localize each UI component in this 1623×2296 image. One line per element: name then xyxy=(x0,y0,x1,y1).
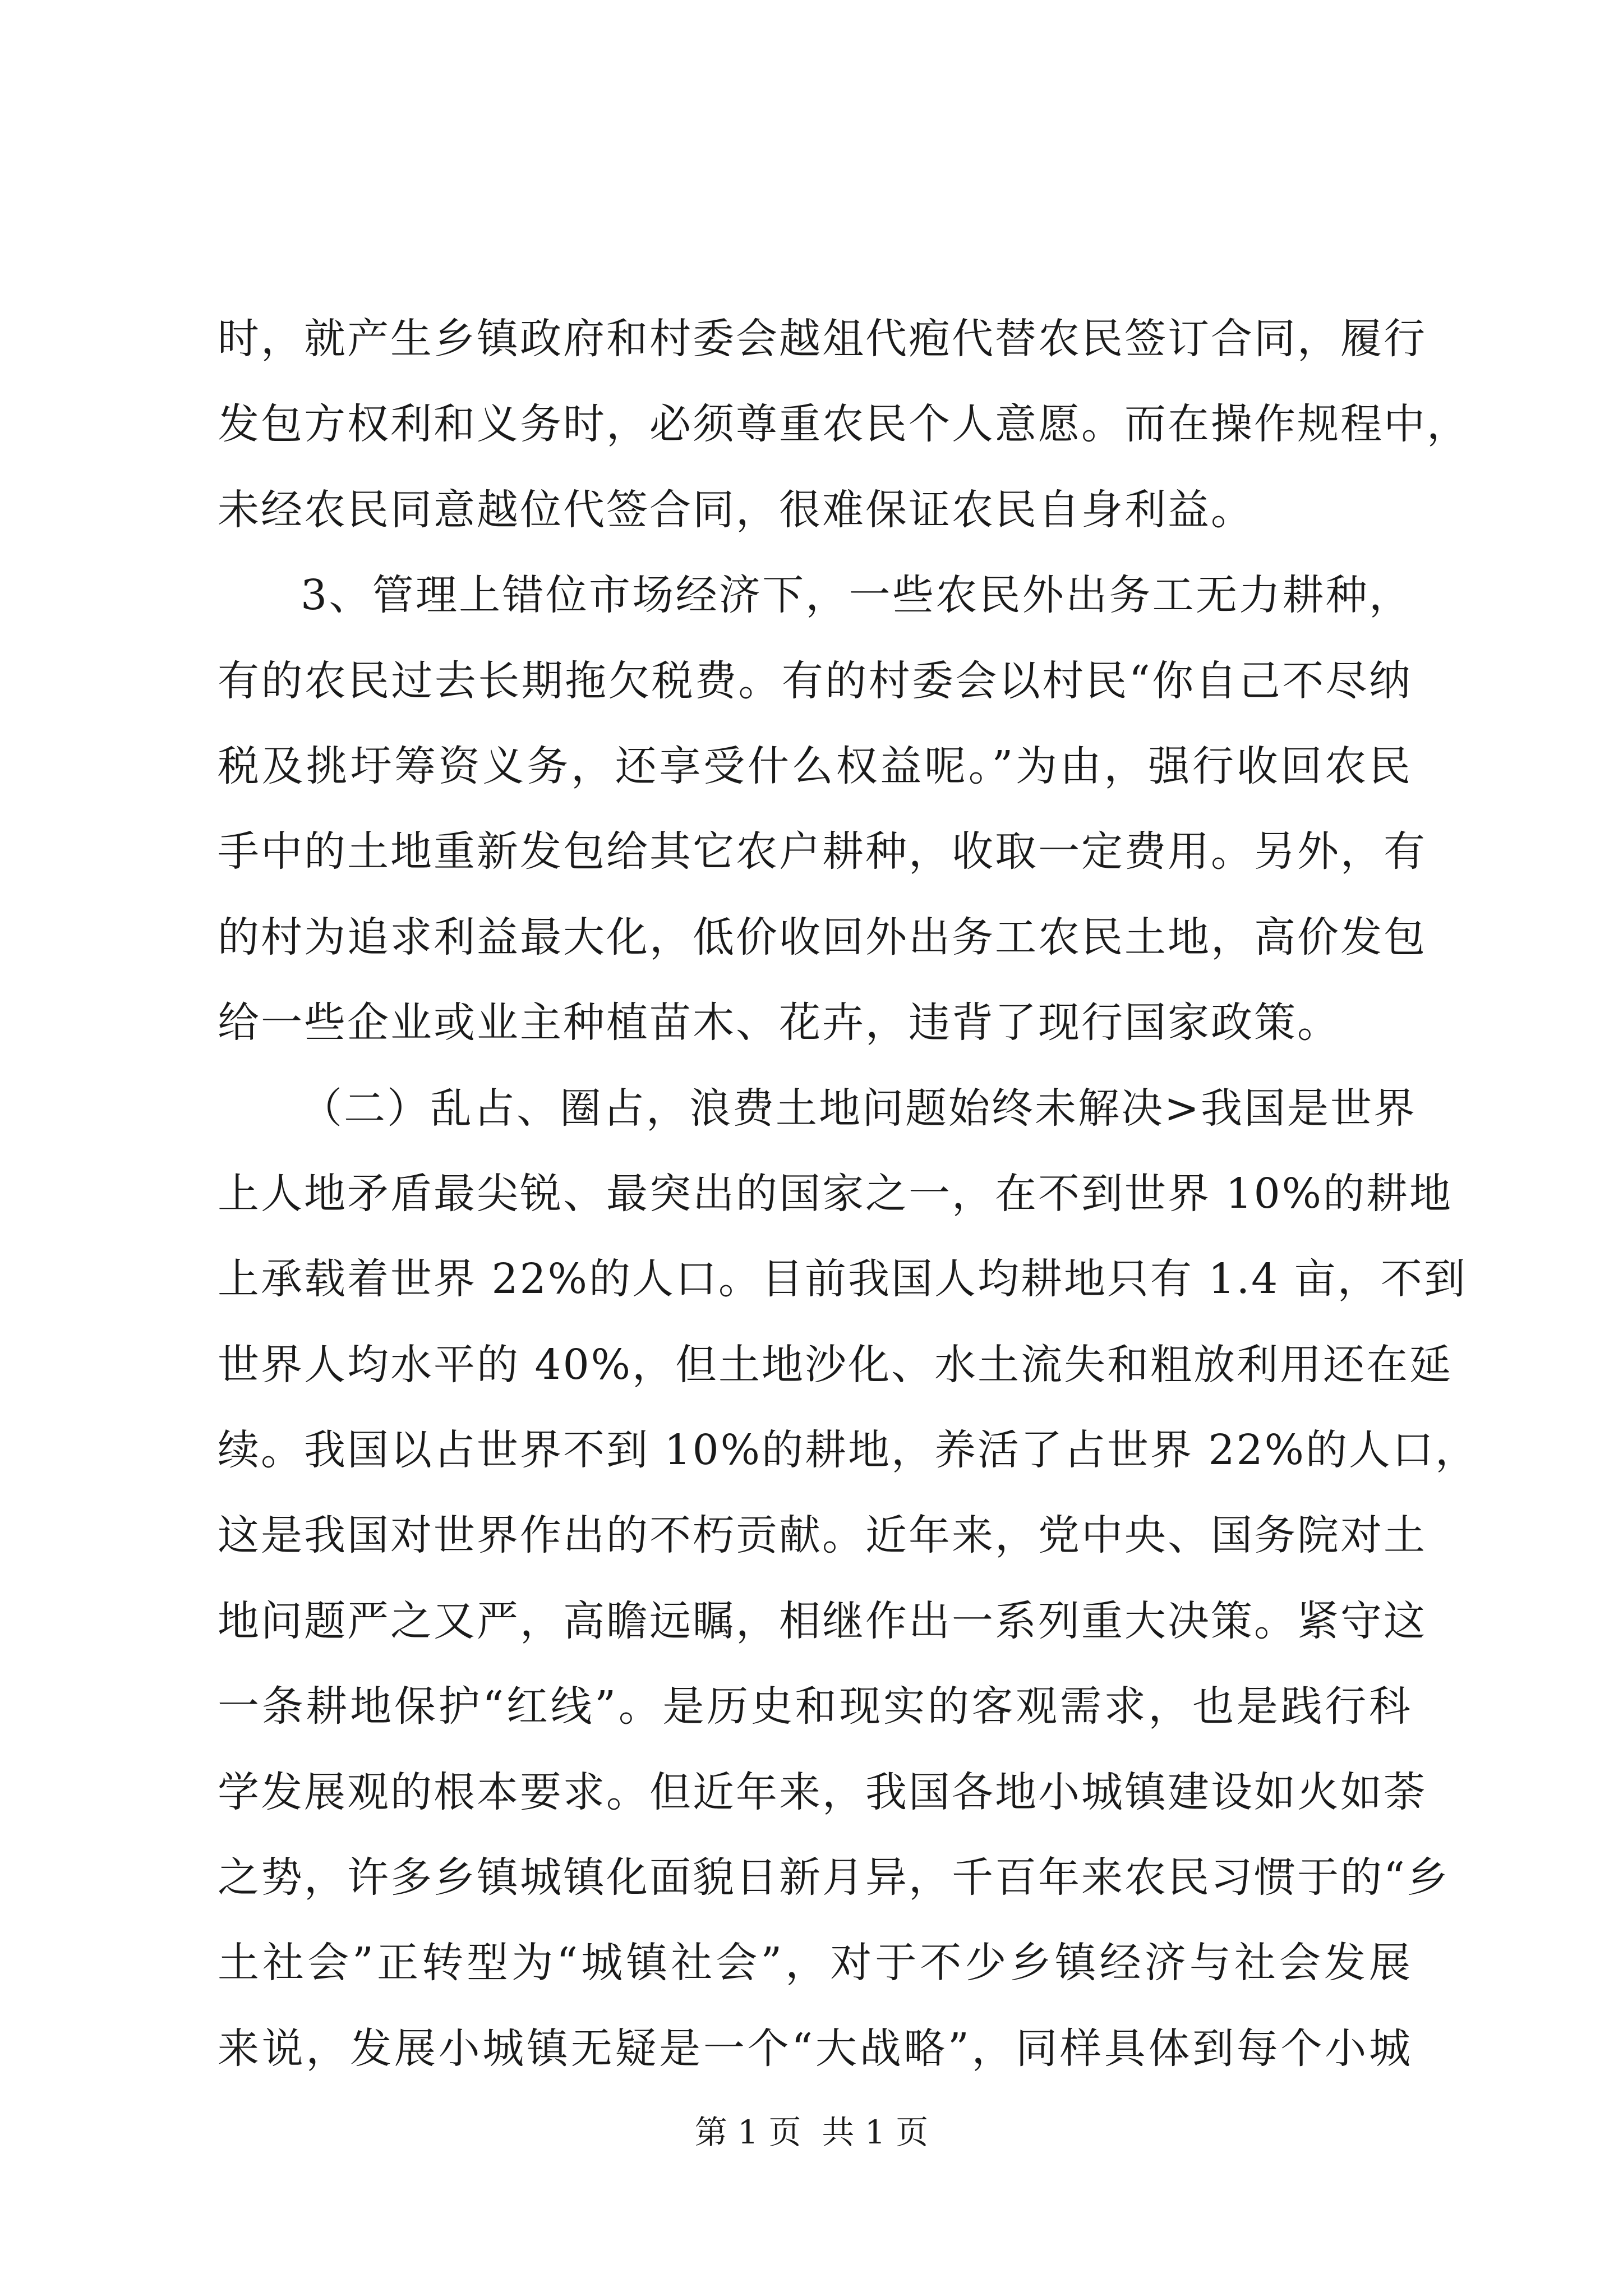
text-line-21: 来说，发展小城镇无疑是一个“大战略”，同样具体到每个小城 xyxy=(218,2024,1412,2073)
text-line-6: 税及挑圩筹资义务，还享受什么权益呢。”为由，强行收回农民 xyxy=(218,742,1412,790)
text-line-9: 给一些企业或业主种植苗木、花卉，违背了现行国家政策。 xyxy=(218,999,1340,1047)
text-line-2: 发包方权利和义务时，必须尊重农民个人意愿。而在操作规程中， xyxy=(218,400,1470,449)
document-body xyxy=(218,296,1478,2091)
text-line-5: 有的农民过去长期拖欠税费。有的村委会以村民“你自己不尽纳 xyxy=(218,656,1412,705)
text-line-11: 上人地矛盾最尖锐、最突出的国家之一，在不到世界 10%的耕地 xyxy=(218,1169,1453,1218)
text-line-17: 一条耕地保护“红线”。是历史和现实的客观需求，也是践行科 xyxy=(218,1682,1412,1731)
text-line-8: 的村为追求利益最大化，低价收回外出务工农民土地，高价发包 xyxy=(218,913,1427,961)
text-line-3: 未经农民同意越位代签合同，很难保证农民自身利益。 xyxy=(218,485,1254,534)
text-line-18: 学发展观的根本要求。但近年来，我国各地小城镇建设如火如荼 xyxy=(218,1768,1427,1816)
text-line-12: 上承载着世界 22%的人口。目前我国人均耕地只有 1.4 亩，不到 xyxy=(218,1255,1467,1304)
text-line-14: 续。我国以占世界不到 10%的耕地，养活了占世界 22%的人口， xyxy=(218,1426,1478,1475)
text-line-7: 手中的土地重新发包给其它农户耕种，收取一定费用。另外，有 xyxy=(218,827,1427,876)
text-line-19: 之势，许多乡镇城镇化面貌日新月异，千百年来农民习惯于的“乡 xyxy=(218,1853,1450,1902)
text-line-1: 时，就产生乡镇政府和村委会越俎代疱代替农民签订合同，履行 xyxy=(218,315,1427,363)
text-line-10: （二）乱占、圈占，浪费土地问题始终未解决>我国是世界 xyxy=(301,1084,1417,1133)
text-line-20: 土社会”正转型为“城镇社会”，对于不少乡镇经济与社会发展 xyxy=(218,1939,1412,1987)
text-line-4: 3、管理上错位市场经济下，一些农民外出务工无力耕种， xyxy=(301,571,1412,620)
page-number-footer: 第 1 页 共 1 页 xyxy=(694,2113,929,2151)
text-line-15: 这是我国对世界作出的不朽贡献。近年来，党中央、国务院对土 xyxy=(218,1511,1427,1560)
text-line-13: 世界人均水平的 40%，但土地沙化、水土流失和粗放利用还在延 xyxy=(218,1340,1453,1389)
text-line-16: 地问题严之又严，高瞻远瞩，相继作出一系列重大决策。紧守这 xyxy=(218,1596,1427,1645)
